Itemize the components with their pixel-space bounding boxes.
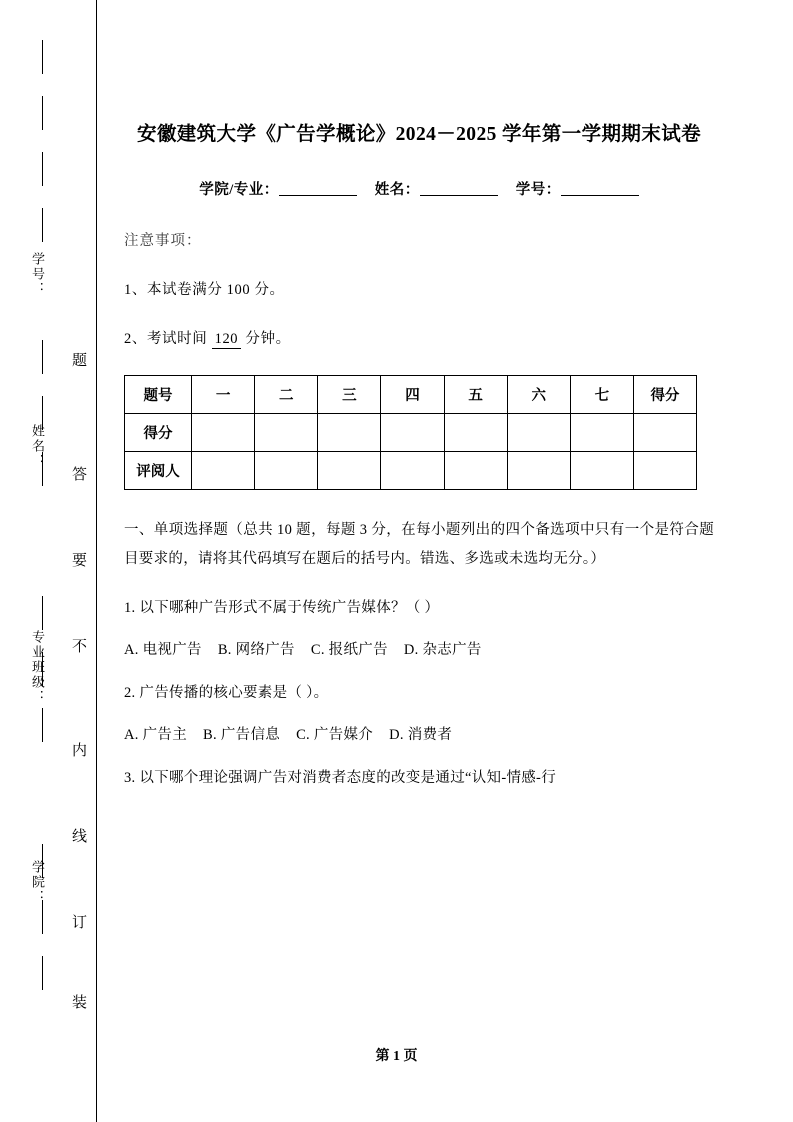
notice-heading: 注意事项：	[124, 232, 202, 249]
score-cell[interactable]	[633, 413, 696, 451]
score-table-row-label-1: 得分	[125, 413, 192, 451]
binding-margin	[0, 0, 100, 1122]
score-table-row-label-2: 评阅人	[125, 451, 192, 489]
margin-label-class: 专业班级：	[30, 630, 45, 705]
question-1-stem: 1. 以下哪种广告形式不属于传统广告媒体？（ ）	[124, 599, 440, 616]
margin-rule	[96, 0, 97, 1122]
reviewer-cell[interactable]	[570, 451, 633, 489]
score-table-col-7: 得分	[633, 375, 696, 413]
dashed-fold-line	[42, 0, 43, 1122]
score-table-col-3: 四	[381, 375, 444, 413]
margin-char-1: 题	[70, 352, 86, 373]
reviewer-cell[interactable]	[633, 451, 696, 489]
notice-item-2-prefix: 2、考试时间	[124, 330, 208, 347]
notice-item-2-suffix: 分钟。	[245, 330, 291, 347]
question-3-stem: 3. 以下哪个理论强调广告对消费者态度的改变是通过“认知-情感-行	[124, 769, 556, 786]
margin-label-name: 姓名：	[30, 424, 45, 469]
reviewer-cell[interactable]	[192, 451, 255, 489]
table-row	[125, 413, 697, 451]
margin-char-7: 订	[70, 914, 86, 935]
reviewer-cell[interactable]	[381, 451, 444, 489]
question-2-options	[124, 723, 714, 744]
margin-label-student-id: 学号：	[30, 252, 45, 297]
reviewer-cell[interactable]	[507, 451, 570, 489]
score-table-col-2: 三	[318, 375, 381, 413]
reviewer-cell[interactable]	[255, 451, 318, 489]
question-1-options	[124, 638, 714, 659]
score-table-col-4: 五	[444, 375, 507, 413]
question-1-option-c[interactable]: C. 报纸广告	[310, 641, 388, 658]
margin-char-4: 不	[70, 638, 86, 659]
score-table-row-label-0: 题号	[125, 375, 192, 413]
score-cell[interactable]	[318, 413, 381, 451]
page-footer: 第 1 页	[375, 1049, 418, 1064]
table-row	[125, 375, 697, 413]
student-info-line	[124, 178, 714, 199]
reviewer-cell[interactable]	[444, 451, 507, 489]
college-major-label: 学院/专业：	[199, 181, 279, 198]
score-cell[interactable]	[255, 413, 318, 451]
margin-char-6: 线	[70, 828, 86, 849]
page-title: 安徽建筑大学《广告学概论》2024－2025 学年第一学期期末试卷	[136, 124, 702, 145]
question-1-option-a[interactable]: A. 电视广告	[124, 641, 202, 658]
question-2-option-c[interactable]: C. 广告媒介	[296, 726, 374, 743]
margin-char-3: 要	[70, 552, 86, 573]
question-2-option-d[interactable]: D. 消费者	[389, 726, 453, 743]
score-table	[124, 375, 697, 490]
student-id-label: 学号：	[515, 181, 561, 198]
student-id-blank[interactable]	[561, 195, 639, 196]
question-2-stem: 2. 广告传播的核心要素是（ ）。	[124, 684, 329, 701]
margin-char-2: 答	[70, 466, 86, 487]
score-cell[interactable]	[381, 413, 444, 451]
reviewer-cell[interactable]	[318, 451, 381, 489]
exam-duration-value: 120	[212, 331, 242, 349]
margin-label-college: 学院：	[30, 860, 45, 905]
score-cell[interactable]	[444, 413, 507, 451]
score-cell[interactable]	[507, 413, 570, 451]
name-blank[interactable]	[420, 195, 498, 196]
score-cell[interactable]	[192, 413, 255, 451]
score-table-col-0: 一	[192, 375, 255, 413]
table-row	[125, 451, 697, 489]
score-table-col-6: 七	[570, 375, 633, 413]
section-1-heading: 一、单项选择题（总共 10 题，每题 3 分，在每小题列出的四个备选项中只有一个是符合题目要求的，请将其代码填写在题后的括号内。错选、多选或未选均无分。）	[124, 521, 714, 567]
exam-paper-body	[124, 0, 714, 787]
notice-item-1: 1、本试卷满分 100 分。	[124, 281, 285, 298]
question-1-option-b[interactable]: B. 网络广告	[217, 641, 295, 658]
score-cell[interactable]	[570, 413, 633, 451]
notice-item-2	[124, 327, 714, 349]
name-label: 姓名：	[374, 181, 420, 198]
margin-char-8: 装	[70, 994, 86, 1015]
margin-char-5: 内	[70, 742, 86, 763]
question-1-option-d[interactable]: D. 杂志广告	[403, 641, 482, 658]
college-major-blank[interactable]	[279, 195, 357, 196]
score-table-col-5: 六	[507, 375, 570, 413]
question-2-option-a[interactable]: A. 广告主	[124, 726, 188, 743]
score-table-col-1: 二	[255, 375, 318, 413]
question-2-option-b[interactable]: B. 广告信息	[203, 726, 281, 743]
